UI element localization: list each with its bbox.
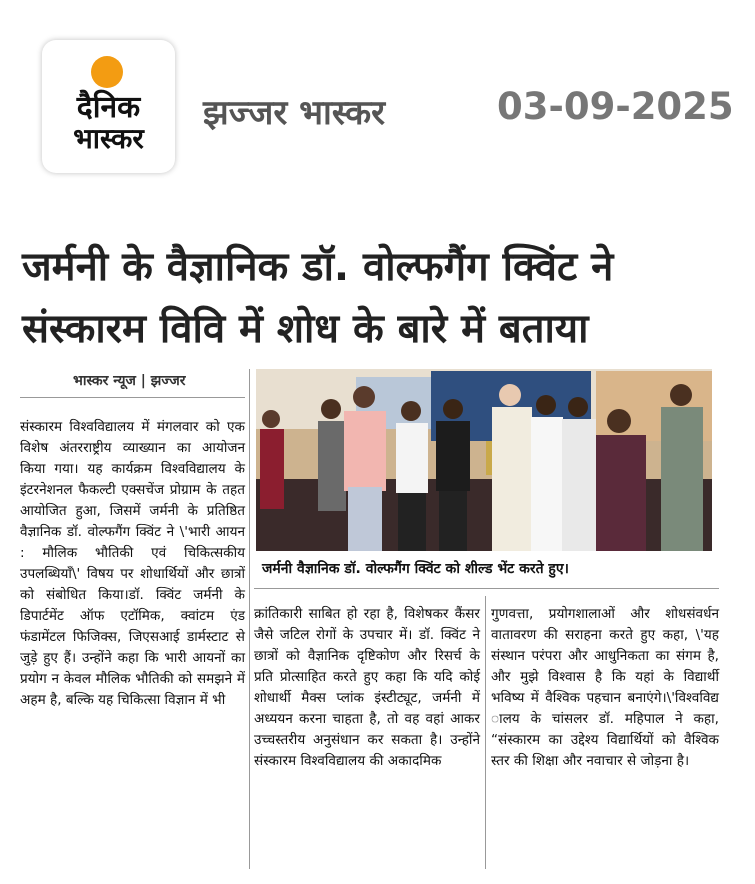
logo-text-line2: भास्कर — [73, 122, 144, 155]
logo-text-line1: दैनिक — [76, 90, 141, 125]
edition-name: झज्जर भास्कर — [203, 93, 386, 133]
article-column-1: संस्कारम विश्वविद्यालय में मंगलवार को एक विशेष अंतरराष्ट्रीय व्याख्यान का आयोजन किया गया। यह कार्यक्रम विश्वविद्यालय के इंटरनेशनल फैकल्टी एक्सचेंज प्रोग्राम के तहत आयोजित हुआ, जिसमें जर्मनी के प्रतिष्ठित वैज्ञानिक डॉ. वोल्फगैंग क्विंट ने \'भारी आयन : मौलिक भौतिकी एवं चिकित्सकीय उपलब्धियाँ\' विषय पर शोधार्थियों और छात्रों को संबोधित किया।डॉ. क्विंट जर्मनी के डिपार्टमेंट ऑफ एटॉमिक, क्वांटम एंड फंडामेंटल फिजिक्स, जिएसआई डार्मस्टाट से जुड़े हुए हैं। उन्होंने कहा कि भारी आयनों का प्रयोग न केवल मौलिक भौतिकी को समझने में अहम है, बल्कि यह चिकित्सा विज्ञान में भी — [20, 419, 245, 708]
column-divider-1 — [249, 369, 250, 869]
sun-icon — [91, 56, 123, 88]
event-photo — [256, 369, 712, 551]
byline-divider — [20, 397, 245, 398]
article-column-2: क्रांतिकारी साबित हो रहा है, विशेषकर कैंसर जैसे जटिल रोगों के उपचार में। डॉ. क्विंट ने छात्रों को वैज्ञानिक दृष्टिकोण और रिसर्च के प्रति प्रोत्साहित करते हुए कहा कि यदि कोई शोधार्थी मैक्स प्लांक इंस्टीट्यूट, जर्मनी में अध्ययन करना चाहता है, तो वह वहां आकर उच्चस्तरीय अनुसंधान कर सकता है। उन्होंने संस्कारम विश्वविद्यालय की अकादमिक — [254, 606, 480, 769]
caption-divider — [254, 588, 719, 589]
dainik-bhaskar-logo — [42, 40, 175, 173]
byline: भास्कर न्यूज | झज्जर — [73, 373, 186, 389]
headline-line2: संस्कारम विवि में शोध के बारे में बताया — [22, 306, 589, 352]
column-divider-2 — [485, 596, 486, 869]
event-photo-illustration — [256, 369, 712, 551]
article-column-3: गुणवत्ता, प्रयोगशालाओं और शोधसंवर्धन वातावरण की सराहना करते हुए कहा, \'यह संस्थान परंपरा और आधुनिकता का संगम है, और मुझे विश्वास है कि यहां के विद्यार्थी भविष्य में वैश्विक पहचान बनाएंगे।\'विश्वविद्य ालय के चांसलर डॉ. महिपाल ने कहा, “संस्कारम का उद्देश्य विद्यार्थियों को वैश्विक स्तर की शिक्षा और नवाचार से जोड़ना है। — [491, 606, 719, 769]
edition-date: 03-09-2025 — [497, 85, 734, 128]
headline — [22, 236, 742, 360]
headline-line1: जर्मनी के वैज्ञानिक डॉ. वोल्फगैंग क्विंट ने — [22, 244, 614, 290]
photo-caption: जर्मनी वैज्ञानिक डॉ. वोल्फगैंग क्विंट को शील्ड भेंट करते हुए। — [262, 561, 569, 577]
